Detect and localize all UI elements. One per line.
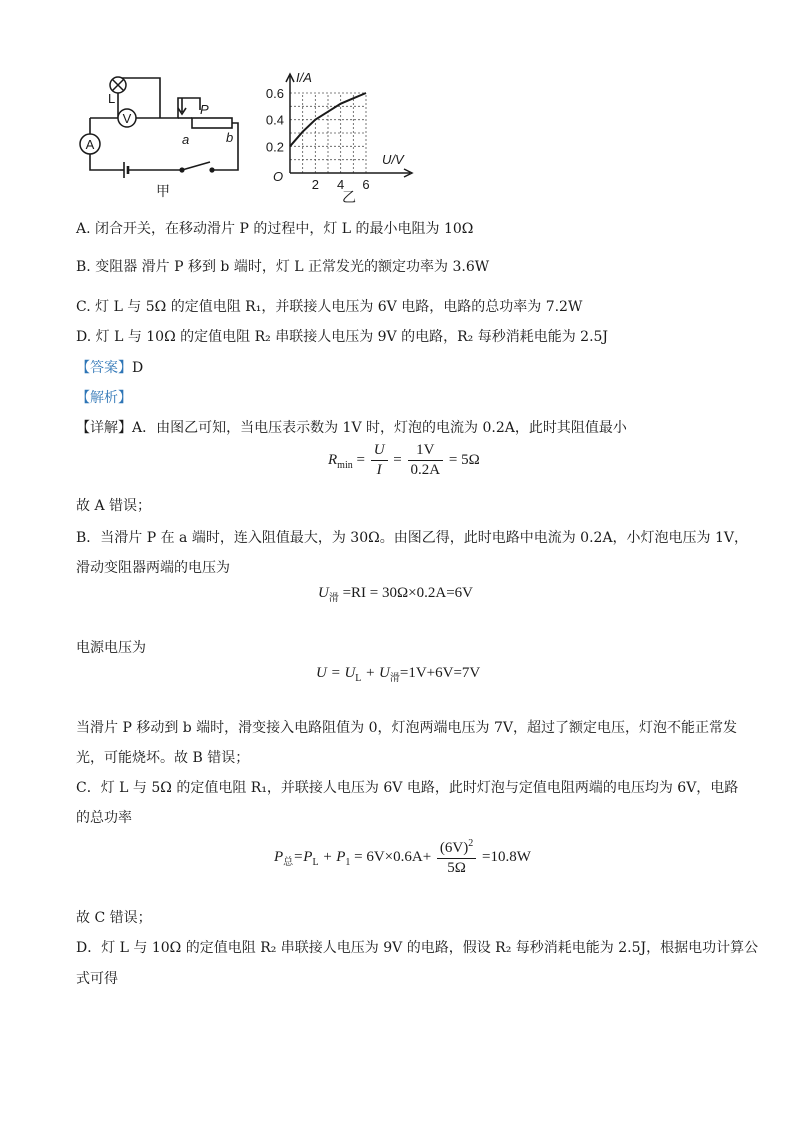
detail-b-text1: B．当滑片 P 在 a 端时，连入阻值最大，为 30Ω。由图乙得，此时电路中电流为 0.2A，小灯泡电压为 1V，: [76, 530, 749, 546]
detail-b-text4: 光，可能烧坏。故 B 错误；: [76, 750, 250, 766]
eq1-lhs: R: [328, 451, 338, 468]
eq4-lhs: P: [274, 848, 284, 865]
equation-p-total: [274, 838, 531, 877]
iu-graph: [266, 70, 412, 205]
option-b: B. 变阻器 滑片 P 移到 b 端时，灯 L 正常发光的额定功率为 3.6W: [76, 259, 490, 275]
eq3-sub2: 滑: [389, 673, 400, 684]
svg-text:V: V: [122, 111, 132, 126]
eq3-sub1: L: [355, 673, 362, 684]
x-tick-label: 6: [362, 177, 370, 192]
detail-a-conclusion: 故 A 错误；: [76, 498, 152, 514]
ammeter-icon: [80, 134, 100, 154]
figures: [70, 68, 430, 218]
detail-c-text1: C．灯 L 与 5Ω 的定值电阻 R₁，并联接人电压为 6V 电路，此时灯泡与定值电阻两端的电压均为 6V，电路: [76, 780, 739, 796]
equation-u-slide: [318, 585, 473, 604]
slider-label: P: [200, 102, 209, 117]
answer-value: D: [132, 360, 144, 376]
eq4-sub1: L: [312, 856, 319, 868]
eq3-rhs: =1V+6V=7V: [399, 665, 481, 681]
detail-a-text: A．由图乙可知，当电压表示数为 1V 时，灯泡的电流为 0.2A，此时其阻值最小: [132, 420, 627, 436]
x-tick-labels: [312, 177, 370, 192]
eq3-lhs: U = U: [316, 665, 356, 681]
answer-label: 【答案】: [76, 360, 132, 376]
graph-caption: 乙: [342, 189, 356, 205]
y-tick-label: 0.2: [265, 139, 284, 155]
y-tick-label: 0.6: [265, 86, 284, 101]
option-c: C. 灯 L 与 5Ω 的定值电阻 R₁，并联接人电压为 6V 电路，电路的总功率为 7.2W: [76, 299, 583, 315]
eq1-lhs-sub: min: [337, 459, 353, 471]
detail-d-text2: 式可得: [76, 971, 118, 987]
option-d: D. 灯 L 与 10Ω 的定值电阻 R₂ 串联接人电压为 9V 的电路，R₂ 每秒消耗电能为 2.5J: [76, 329, 609, 345]
x-axis-label: U/V: [382, 152, 404, 167]
detail-b-text3: 当滑片 P 移动到 b 端时，滑变接入电路阻值为 0，灯泡两端电压为 7V，超过了额定电压，灯泡不能正常发: [76, 720, 738, 736]
eq4-lhs-sub: 总: [283, 856, 294, 868]
detail-label: 【详解】: [76, 420, 132, 436]
x-tick-label: 4: [337, 177, 345, 192]
lamp-label: L: [108, 91, 116, 106]
answer-line: [76, 357, 143, 379]
option-a: A. 闭合开关，在移动滑片 P 的过程中，灯 L 的最小电阻为 10Ω: [76, 221, 474, 237]
origin-label: O: [273, 169, 284, 184]
x-tick-label: 2: [311, 177, 319, 192]
equation-u-total: [316, 665, 480, 684]
detail-b-text2: 滑动变阻器两端的电压为: [76, 560, 230, 576]
detail-a-line: [76, 417, 627, 439]
end-b-label: b: [226, 130, 234, 145]
eq1-result: = 5Ω: [448, 451, 480, 468]
eq2-rhs: =RI = 30Ω×0.2A=6V: [342, 585, 473, 601]
eq1-frac1: $\frac{U}{I}$: [371, 442, 388, 479]
eq2-lhs-sub: 滑: [328, 593, 339, 604]
eq3-mid: + U: [361, 665, 390, 681]
eq4-mid1: =P: [293, 848, 313, 865]
detail-c-conclusion: 故 C 错误；: [76, 910, 152, 926]
y-axis-label: I/A: [296, 70, 312, 85]
circuit-caption: 甲: [156, 183, 170, 199]
eq4-mid2: + P: [318, 848, 346, 865]
end-a-label: a: [182, 132, 190, 147]
eq4-sub2: 1: [345, 856, 351, 868]
equation-r-min: $R_{min}$ = $\frac{U}{I}$ = $\frac{1V}{0.2A}$ = 5Ω: [328, 442, 480, 478]
detail-d-text1: D．灯 L 与 10Ω 的定值电阻 R₂ 串联接人电压为 9V 的电路，假设 R₂ 每秒消耗电能为 2.5J，根据电功计算公: [76, 940, 759, 956]
eq4-frac: $\frac{(6V)^2}{5\Omega}$: [437, 838, 476, 877]
eq4-result: =10.8W: [482, 848, 531, 865]
analysis-label: 【解析】: [76, 390, 132, 406]
eq1-frac2: $\frac{1V}{0.2A}$: [408, 442, 444, 479]
y-tick-label: 0.4: [265, 112, 284, 128]
detail-c-text2: 的总功率: [76, 810, 132, 826]
detail-b-source: 电源电压为: [76, 640, 146, 656]
eq4-mid3: = 6V×0.6A+: [350, 848, 432, 865]
y-tick-labels: [266, 86, 284, 154]
eq2-lhs: U: [318, 585, 329, 601]
svg-text:A: A: [85, 137, 95, 152]
voltmeter-icon: [118, 109, 136, 127]
